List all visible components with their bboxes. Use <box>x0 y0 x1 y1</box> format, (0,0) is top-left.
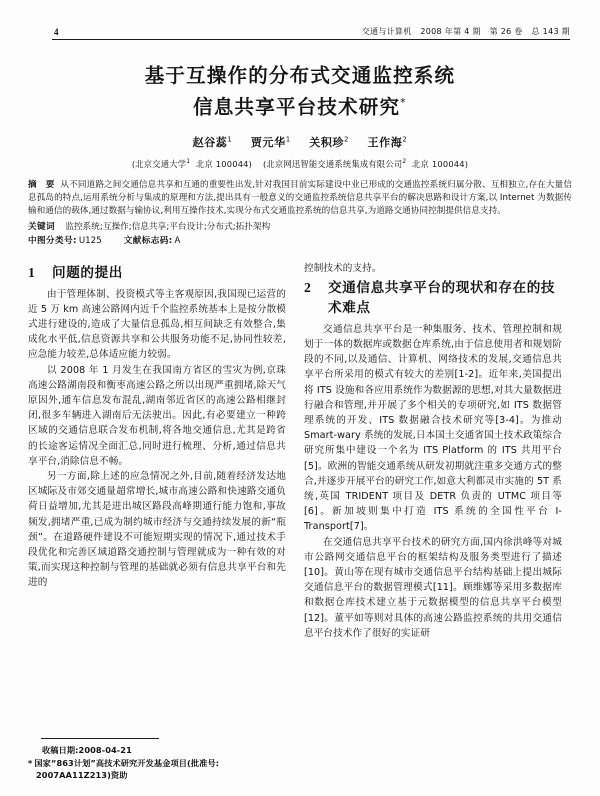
affiliation-marker: 2 <box>402 157 407 165</box>
keywords-text: 监控系统;互操作;信息共享;平台设计;分布式;拓扑架构 <box>65 221 271 232</box>
journal-serial: 总 143 期 <box>531 27 570 36</box>
body-columns <box>28 261 572 733</box>
header-rule <box>52 39 570 40</box>
author-affil-marker: 2 <box>344 134 350 143</box>
author-name: 关积珍 <box>309 135 345 149</box>
author <box>368 136 408 149</box>
affiliation <box>132 159 252 169</box>
document-code-label: 文献标志码: <box>123 236 173 247</box>
title-block <box>28 62 572 170</box>
author-list <box>28 134 572 150</box>
title-footnote-marker: * <box>400 96 407 109</box>
abstract-text: 从不同道路之间交通信息共享和互通的重要性出发,针对我国目前实际建设中业已形成的交通监控系统归属分散、互相独立,存在大量信息孤岛的特点,运用系统分析与集成的原理和方法,提出具有一般意义的交通监控系统信息共享平台的解决思路和设计方案,以 Internet 为数据传输和通信的载体,通过数据与输协议,利用互操作技术,实现分布式交通监控系统的信息共享,为道路交通协同控制提供信息支持。 <box>28 179 572 217</box>
section-title: 交通信息共享平台的现状和存在的技术难点 <box>328 279 556 316</box>
funding-line <box>28 757 286 782</box>
footnote-rule <box>41 738 159 739</box>
title-line-2-text: 信息共享平台技术研究 <box>193 95 401 119</box>
author-name: 王作海 <box>367 135 403 149</box>
journal-info <box>356 26 570 37</box>
abstract-label: 摘 要 <box>28 179 58 190</box>
paragraph: 另一方面,除上述的应急情况之外,目前,随着经济发达地区城际及市郊交通量超常增长,城市高速公路和快速路交通负荷日益增加,尤其是进出城区路段高峰期通行能力饱和,事故频发,拥堵严重,已成为制约城市经济与交通持续发展的新“瓶颈”。在道路硬件建设不可能短期实现的情况下,通过技术手段优化和完善区域道路交通控制与管理就成为一种有效的对策,而实现这种控制与管理的基础就必须有信息共享平台和先进的 <box>28 470 286 589</box>
abstract-row <box>28 179 572 219</box>
section-number: 1 <box>28 264 36 280</box>
author <box>309 136 349 149</box>
affiliation-address: 北京 100044) <box>412 158 469 169</box>
received-date: 2008-04-21 <box>78 745 132 756</box>
author-affil-marker: 2 <box>402 134 408 143</box>
author-name: 赵谷蕊 <box>192 135 228 149</box>
funding-marker: * <box>28 757 33 768</box>
title-line-1: 基于互操作的分布式交通监控系统 <box>144 64 456 87</box>
page-title <box>28 62 572 121</box>
funding-text-line-2: 2007AA11Z213)资助 <box>36 770 128 781</box>
section-title: 问题的提出 <box>52 264 123 281</box>
journal-name: 交通与计算机 <box>361 27 412 36</box>
document-code-value: A <box>174 236 181 247</box>
funding-text-line-1: 国家“863计划”高技术研究开发基金项目(批准号: <box>34 757 220 768</box>
affiliation <box>263 159 468 169</box>
paragraph: 交通信息共享平台是一种集服务、技术、管理控制和规划于一体的数据库或数据仓库系统,由于信息使用者和规划阶段的不同,以及通信、计算机、网络技术的发展,交通信息共享平台所采用的模式有较大的差别[1-2]。近年来,美国提出将 ITS 设施和各应用系统作为数据源的思想,对其大量数据进行融合和管理,并开展了多个相关的专项研究,如 ITS 数据管理系统的开发、ITS 数据融合技术研究等[3-4]。为推动 Smart-wary 系统的发展,日本国土交通省国土技术政策综合研究所集中建设一个名为 ITS Platform 的 ITS 共用平台[5]。欧洲的智能交通系统从研发初期就注重多交通方式的整合,并逐步开展平台的研究工作,如意大利都灵市实施的 5T 系统,英国 TRIDENT 项目及 DETR 负责的 UTMC 项目等[6]。新加坡则集中打造 ITS 系统的全国性平台 I-Transport[7]。 <box>304 323 562 533</box>
affiliation-marker: 1 <box>186 157 191 165</box>
affiliation-list <box>28 158 572 170</box>
author-name: 贾元华 <box>250 135 286 149</box>
affiliation-address: 北京 100044) <box>195 158 253 169</box>
paragraph: 以 2008 年 1 月发生在我国南方省区的雪灾为例,京珠高速公路湖南段和衡枣高速公路之所以出现严重拥堵,除天气原因外,通车信息发布混乱,湖南邻近省区的高速公路相继封闭,很多车辆进入湖南后无法驶出。因此,有必要建立一种跨区域的交通信息联合发布机制,将各地交通信息,尤其是跨省的长途客运情况全面汇总,同时进行梳理、分析,通过信息共享平台,消除信息不畅。 <box>28 364 286 467</box>
keywords-row <box>28 221 572 234</box>
running-head <box>28 26 572 39</box>
clc-value: U125 <box>78 236 102 247</box>
received-date-line <box>28 744 286 757</box>
journal-issue: 2008 年第 4 期 <box>420 27 481 36</box>
page-number: 4 <box>54 27 59 37</box>
author <box>251 136 291 149</box>
author <box>193 136 233 149</box>
received-label: 收稿日期: <box>42 745 79 756</box>
keywords-label: 关键词 <box>28 221 55 232</box>
abstract-block <box>28 179 572 249</box>
footnote-block <box>28 738 286 782</box>
author-affil-marker: 1 <box>227 134 233 143</box>
classification-row <box>28 235 572 248</box>
paragraph: 在交通信息共享平台技术的研究方面,国内徐洪峰等对城市公路网交通信息平台的框架结构及服务类型进行了描述[10]。黄山等在现有城市交通信息平台结构基础上提出城际交通信息平台的数据管理模式[11]。顾维娜等采用多数据库和数据仓库技术建立基于元数据模型的信息共享平台模型[12]。董平如等则对具体的高速公路监控系统的共用交通信息平台技术作了很好的实证研 <box>304 536 562 639</box>
paragraph-continuation: 控制技术的支持。 <box>304 262 382 274</box>
column-left <box>28 261 286 733</box>
column-right <box>304 261 562 733</box>
journal-volume: 第 26 卷 <box>489 27 523 36</box>
author-affil-marker: 1 <box>285 134 291 143</box>
section-heading-2 <box>304 278 562 318</box>
affiliation-name: (北京交通大学 <box>131 158 187 169</box>
paragraph: 由于管理体制、投资模式等主客观原因,我国现已运营的近 5 万 km 高速公路网内近千个监控系统基本上是按分散模式进行建设的,造成了大量信息孤岛,相互间缺乏有效整合,集成化水平低,信息资源共享和公共服务功能不足,协同性较差,应急能力较差,总体适应能力较弱。 <box>28 288 286 361</box>
section-heading-1 <box>28 263 286 283</box>
affiliation-name: (北京网迅智能交通系统集成有限公司 <box>262 158 403 169</box>
clc-label: 中图分类号: <box>28 236 77 247</box>
section-number: 2 <box>304 279 312 295</box>
title-line-2 <box>28 89 572 121</box>
